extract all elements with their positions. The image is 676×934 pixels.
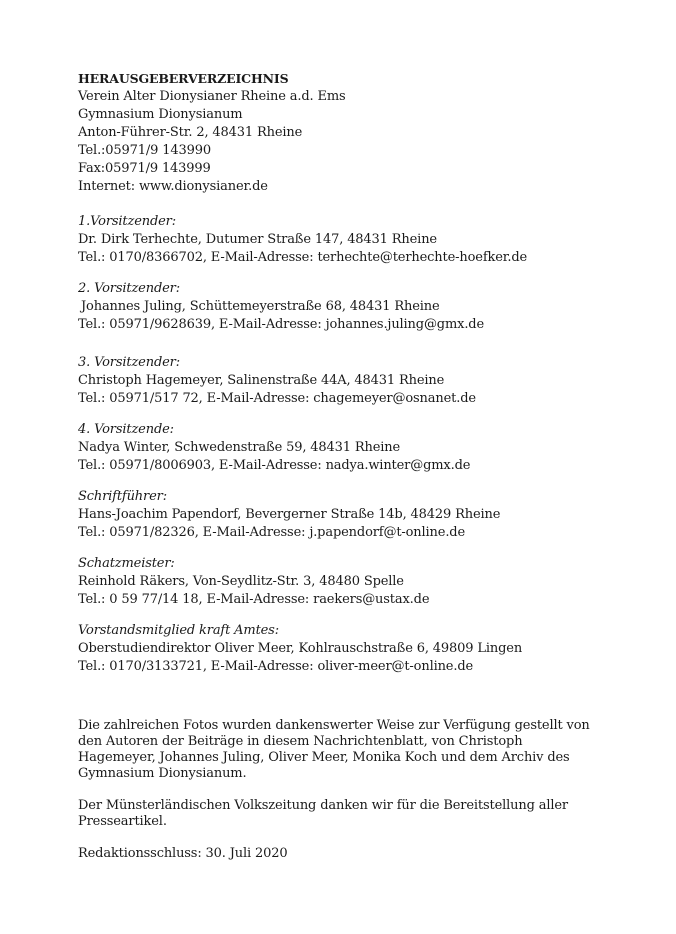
board-address: Hans-Joachim Papendorf, Bevergerner Straße 14b, 48429 Rheine xyxy=(78,507,501,522)
board-role: 4. Vorsitzende: xyxy=(78,422,174,437)
board-role: 1.Vorsitzender: xyxy=(78,214,176,229)
publisher-line-association: Verein Alter Dionysianer Rheine a.d. Ems xyxy=(78,89,346,104)
board-contact: Tel.: 0170/8366702, E-Mail-Adresse: terhechte@terhechte-hoefker.de xyxy=(78,250,528,265)
document-page xyxy=(78,70,598,862)
board-contact: Tel.: 05971/82326, E-Mail-Adresse: j.papendorf@t-online.de xyxy=(78,525,466,540)
board-role: 3. Vorsitzender: xyxy=(78,355,180,370)
editorial-deadline: Redaktionsschluss: 30. Juli 2020 xyxy=(78,846,288,861)
board-address: Nadya Winter, Schwedenstraße 59, 48431 Rheine xyxy=(78,440,401,455)
publisher-line-address: Anton-Führer-Str. 2, 48431 Rheine xyxy=(78,125,303,140)
board-contact: Tel.: 05971/517 72, E-Mail-Adresse: chagemeyer@osnanet.de xyxy=(78,391,476,406)
press-credits-paragraph: Der Münsterländischen Volkszeitung danken wir für die Bereitstellung aller Presseartikel. xyxy=(78,798,568,829)
board-member-treasurer xyxy=(78,555,598,609)
board-address: Christoph Hagemeyer, Salinenstraße 44A, 48431 Rheine xyxy=(78,373,445,388)
board-role: Schriftführer: xyxy=(78,489,167,504)
board-role: Schatzmeister: xyxy=(78,556,175,571)
board-member-ex-officio xyxy=(78,622,598,676)
board-contact: Tel.: 05971/9628639, E-Mail-Adresse: johannes.juling@gmx.de xyxy=(78,317,485,332)
board-role: Vorstandsmitglied kraft Amtes: xyxy=(78,623,279,638)
photo-credits-paragraph: Die zahlreichen Fotos wurden dankenswerter Weise zur Verfügung gestellt von den Autoren der Beiträge in diesem Nachrichtenblatt, von Christoph Hagemeyer, Johannes Juling, Oliver Meer, Monika Koch und dem Archiv des Gymnasium Dionysianum. xyxy=(78,718,590,781)
board-address: Dr. Dirk Terhechte, Dutumer Straße 147, 48431 Rheine xyxy=(78,232,437,247)
publisher-line-internet: Internet: www.dionysianer.de xyxy=(78,179,268,194)
publisher-line-fax: Fax:05971/9 143999 xyxy=(78,161,211,176)
publisher-line-school: Gymnasium Dionysianum xyxy=(78,107,243,122)
board-address: Johannes Juling, Schüttemeyerstraße 68, 48431 Rheine xyxy=(81,299,440,314)
publisher-heading: HERAUSGEBERVERZEICHNIS xyxy=(78,71,289,86)
publisher-block xyxy=(78,70,598,196)
board-member-2 xyxy=(78,280,598,334)
board-member-3 xyxy=(78,354,598,408)
board-address: Reinhold Räkers, Von-Seydlitz-Str. 3, 48480 Spelle xyxy=(78,574,404,589)
board-contact: Tel.: 05971/8006903, E-Mail-Adresse: nadya.winter@gmx.de xyxy=(78,458,471,473)
board-role: 2. Vorsitzender: xyxy=(78,281,180,296)
board-contact: Tel.: 0 59 77/14 18, E-Mail-Adresse: raekers@ustax.de xyxy=(78,592,430,607)
board-address: Oberstudiendirektor Oliver Meer, Kohlrauschstraße 6, 49809 Lingen xyxy=(78,641,523,656)
board-contact: Tel.: 0170/3133721, E-Mail-Adresse: oliver-meer@t-online.de xyxy=(78,659,474,674)
board-member-1 xyxy=(78,213,598,267)
publisher-line-phone: Tel.:05971/9 143990 xyxy=(78,143,211,158)
board-member-secretary xyxy=(78,488,598,542)
board-member-4 xyxy=(78,421,598,475)
